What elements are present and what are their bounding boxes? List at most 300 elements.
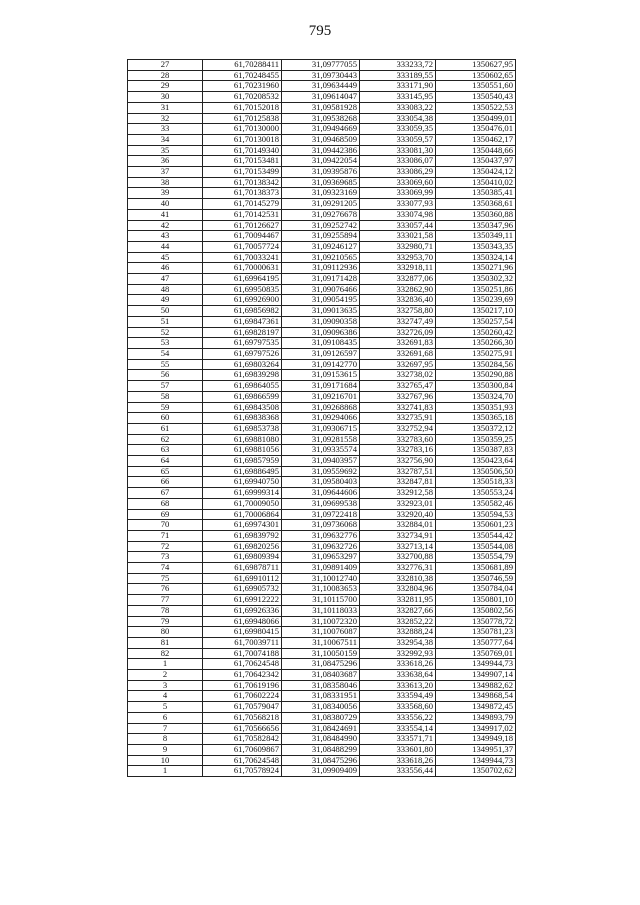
y-coordinate-cell: 1350781,23	[436, 627, 516, 638]
latitude-cell: 61,69980415	[203, 627, 282, 638]
y-coordinate-cell: 1350257,54	[436, 316, 516, 327]
y-coordinate-cell: 1350423,64	[436, 456, 516, 467]
latitude-cell: 61,70000631	[203, 263, 282, 274]
table-row	[128, 745, 516, 756]
y-coordinate-cell: 1350522,53	[436, 102, 516, 113]
x-coordinate-cell: 332836,40	[360, 295, 436, 306]
point-number-cell: 73	[128, 552, 203, 563]
x-coordinate-cell: 333233,72	[360, 60, 436, 71]
x-coordinate-cell: 333554,14	[360, 723, 436, 734]
table-row	[128, 498, 516, 509]
x-coordinate-cell: 333059,35	[360, 124, 436, 135]
y-coordinate-cell: 1350359,25	[436, 434, 516, 445]
x-coordinate-cell: 333086,07	[360, 156, 436, 167]
point-number-cell: 46	[128, 263, 203, 274]
x-coordinate-cell: 333171,90	[360, 81, 436, 92]
x-coordinate-cell: 333086,29	[360, 167, 436, 178]
longitude-cell: 31,09632776	[282, 530, 360, 541]
y-coordinate-cell: 1350601,23	[436, 520, 516, 531]
point-number-cell: 54	[128, 348, 203, 359]
latitude-cell: 61,70566656	[203, 723, 282, 734]
latitude-cell: 61,70006864	[203, 509, 282, 520]
longitude-cell: 31,09559692	[282, 466, 360, 477]
longitude-cell: 31,09730443	[282, 70, 360, 81]
x-coordinate-cell: 333556,22	[360, 712, 436, 723]
longitude-cell: 31,09891409	[282, 563, 360, 574]
table-row	[128, 70, 516, 81]
latitude-cell: 61,70142531	[203, 209, 282, 220]
latitude-cell: 61,70126627	[203, 220, 282, 231]
point-number-cell: 80	[128, 627, 203, 638]
table-row	[128, 530, 516, 541]
y-coordinate-cell: 1350324,14	[436, 252, 516, 263]
point-number-cell: 62	[128, 434, 203, 445]
table-row	[128, 755, 516, 766]
y-coordinate-cell: 1350551,60	[436, 81, 516, 92]
table-row	[128, 188, 516, 199]
latitude-cell: 61,69839792	[203, 530, 282, 541]
point-number-cell: 60	[128, 413, 203, 424]
y-coordinate-cell: 1350300,84	[436, 381, 516, 392]
latitude-cell: 61,70582842	[203, 734, 282, 745]
y-coordinate-cell: 1349872,45	[436, 702, 516, 713]
y-coordinate-cell: 1350553,24	[436, 488, 516, 499]
latitude-cell: 61,70138373	[203, 188, 282, 199]
latitude-cell: 61,70624548	[203, 659, 282, 670]
longitude-cell: 31,09294066	[282, 413, 360, 424]
longitude-cell: 31,09013635	[282, 306, 360, 317]
table-row	[128, 274, 516, 285]
table-row	[128, 413, 516, 424]
x-coordinate-cell: 332923,01	[360, 498, 436, 509]
point-number-cell: 72	[128, 541, 203, 552]
x-coordinate-cell: 332713,14	[360, 541, 436, 552]
point-number-cell: 77	[128, 595, 203, 606]
longitude-cell: 31,08403687	[282, 670, 360, 681]
point-number-cell: 2	[128, 670, 203, 681]
coordinates-table	[127, 59, 516, 777]
y-coordinate-cell: 1349951,37	[436, 745, 516, 756]
x-coordinate-cell: 332852,22	[360, 616, 436, 627]
table-row	[128, 509, 516, 520]
table-row	[128, 92, 516, 103]
x-coordinate-cell: 332726,09	[360, 327, 436, 338]
y-coordinate-cell: 1350777,64	[436, 637, 516, 648]
point-number-cell: 44	[128, 241, 203, 252]
longitude-cell: 31,09722418	[282, 509, 360, 520]
longitude-cell: 31,08424691	[282, 723, 360, 734]
latitude-cell: 61,70138342	[203, 177, 282, 188]
point-number-cell: 30	[128, 92, 203, 103]
point-number-cell: 39	[128, 188, 203, 199]
longitude-cell: 31,10118033	[282, 605, 360, 616]
coordinates-table-body	[128, 60, 516, 777]
longitude-cell: 31,09246127	[282, 241, 360, 252]
point-number-cell: 66	[128, 477, 203, 488]
y-coordinate-cell: 1350544,08	[436, 541, 516, 552]
longitude-cell: 31,10083653	[282, 584, 360, 595]
x-coordinate-cell: 333618,26	[360, 659, 436, 670]
latitude-cell: 61,70642342	[203, 670, 282, 681]
table-row	[128, 316, 516, 327]
y-coordinate-cell: 1350217,10	[436, 306, 516, 317]
x-coordinate-cell: 332862,90	[360, 284, 436, 295]
y-coordinate-cell: 1349868,54	[436, 691, 516, 702]
longitude-cell: 31,08380729	[282, 712, 360, 723]
point-number-cell: 78	[128, 605, 203, 616]
table-row	[128, 177, 516, 188]
table-row	[128, 124, 516, 135]
longitude-cell: 31,09171428	[282, 274, 360, 285]
longitude-cell: 31,09096386	[282, 327, 360, 338]
x-coordinate-cell: 333069,60	[360, 177, 436, 188]
x-coordinate-cell: 333601,80	[360, 745, 436, 756]
latitude-cell: 61,70152018	[203, 102, 282, 113]
table-row	[128, 263, 516, 274]
y-coordinate-cell: 1350284,56	[436, 359, 516, 370]
point-number-cell: 63	[128, 445, 203, 456]
y-coordinate-cell: 1350540,43	[436, 92, 516, 103]
x-coordinate-cell: 333189,55	[360, 70, 436, 81]
longitude-cell: 31,08358046	[282, 680, 360, 691]
x-coordinate-cell: 332888,24	[360, 627, 436, 638]
longitude-cell: 31,09581928	[282, 102, 360, 113]
y-coordinate-cell: 1350290,88	[436, 370, 516, 381]
point-number-cell: 48	[128, 284, 203, 295]
y-coordinate-cell: 1350387,83	[436, 445, 516, 456]
y-coordinate-cell: 1349949,18	[436, 734, 516, 745]
table-row	[128, 167, 516, 178]
latitude-cell: 61,70153481	[203, 156, 282, 167]
table-row	[128, 541, 516, 552]
table-row	[128, 348, 516, 359]
x-coordinate-cell: 332810,38	[360, 573, 436, 584]
point-number-cell: 79	[128, 616, 203, 627]
point-number-cell: 42	[128, 220, 203, 231]
x-coordinate-cell: 333077,93	[360, 199, 436, 210]
longitude-cell: 31,09252742	[282, 220, 360, 231]
x-coordinate-cell: 333081,30	[360, 145, 436, 156]
point-number-cell: 1	[128, 766, 203, 777]
x-coordinate-cell: 332953,70	[360, 252, 436, 263]
x-coordinate-cell: 332783,60	[360, 434, 436, 445]
longitude-cell: 31,10012740	[282, 573, 360, 584]
x-coordinate-cell: 333556,44	[360, 766, 436, 777]
table-row	[128, 391, 516, 402]
latitude-cell: 61,69828197	[203, 327, 282, 338]
y-coordinate-cell: 1349882,62	[436, 680, 516, 691]
x-coordinate-cell: 332767,96	[360, 391, 436, 402]
y-coordinate-cell: 1350410,02	[436, 177, 516, 188]
latitude-cell: 61,69853738	[203, 423, 282, 434]
point-number-cell: 40	[128, 199, 203, 210]
longitude-cell: 31,09736068	[282, 520, 360, 531]
longitude-cell: 31,09306715	[282, 423, 360, 434]
table-row	[128, 680, 516, 691]
point-number-cell: 57	[128, 381, 203, 392]
table-row	[128, 134, 516, 145]
longitude-cell: 31,08331951	[282, 691, 360, 702]
y-coordinate-cell: 1349893,79	[436, 712, 516, 723]
x-coordinate-cell: 333083,22	[360, 102, 436, 113]
table-row	[128, 670, 516, 681]
latitude-cell: 61,70619196	[203, 680, 282, 691]
table-row	[128, 295, 516, 306]
x-coordinate-cell: 333054,38	[360, 113, 436, 124]
longitude-cell: 31,09268868	[282, 402, 360, 413]
longitude-cell: 31,09323169	[282, 188, 360, 199]
x-coordinate-cell: 333059,57	[360, 134, 436, 145]
point-number-cell: 64	[128, 456, 203, 467]
table-row	[128, 241, 516, 252]
longitude-cell: 31,09054195	[282, 295, 360, 306]
point-number-cell: 27	[128, 60, 203, 71]
x-coordinate-cell: 333057,44	[360, 220, 436, 231]
point-number-cell: 49	[128, 295, 203, 306]
x-coordinate-cell: 332920,40	[360, 509, 436, 520]
latitude-cell: 61,69950835	[203, 284, 282, 295]
point-number-cell: 56	[128, 370, 203, 381]
x-coordinate-cell: 332912,58	[360, 488, 436, 499]
table-row	[128, 434, 516, 445]
longitude-cell: 31,08475296	[282, 659, 360, 670]
latitude-cell: 61,69878711	[203, 563, 282, 574]
latitude-cell: 61,70578924	[203, 766, 282, 777]
latitude-cell: 61,69847361	[203, 316, 282, 327]
y-coordinate-cell: 1350746,59	[436, 573, 516, 584]
x-coordinate-cell: 332811,95	[360, 595, 436, 606]
latitude-cell: 61,70149340	[203, 145, 282, 156]
y-coordinate-cell: 1350476,01	[436, 124, 516, 135]
point-number-cell: 70	[128, 520, 203, 531]
latitude-cell: 61,69964195	[203, 274, 282, 285]
point-number-cell: 71	[128, 530, 203, 541]
x-coordinate-cell: 332992,93	[360, 648, 436, 659]
y-coordinate-cell: 1350702,62	[436, 766, 516, 777]
table-row	[128, 156, 516, 167]
table-row	[128, 252, 516, 263]
x-coordinate-cell: 333568,60	[360, 702, 436, 713]
longitude-cell: 31,10076087	[282, 627, 360, 638]
y-coordinate-cell: 1350360,88	[436, 209, 516, 220]
table-row	[128, 423, 516, 434]
y-coordinate-cell: 1350499,01	[436, 113, 516, 124]
longitude-cell: 31,09442386	[282, 145, 360, 156]
latitude-cell: 61,70579047	[203, 702, 282, 713]
table-row	[128, 605, 516, 616]
point-number-cell: 5	[128, 702, 203, 713]
latitude-cell: 61,69809394	[203, 552, 282, 563]
longitude-cell: 31,09614047	[282, 92, 360, 103]
x-coordinate-cell: 332697,95	[360, 359, 436, 370]
longitude-cell: 31,09108435	[282, 338, 360, 349]
y-coordinate-cell: 1350365,18	[436, 413, 516, 424]
point-number-cell: 41	[128, 209, 203, 220]
table-row	[128, 584, 516, 595]
y-coordinate-cell: 1350239,69	[436, 295, 516, 306]
latitude-cell: 61,69857959	[203, 456, 282, 467]
point-number-cell: 50	[128, 306, 203, 317]
y-coordinate-cell: 1350801,10	[436, 595, 516, 606]
x-coordinate-cell: 333571,71	[360, 734, 436, 745]
y-coordinate-cell: 1350424,12	[436, 167, 516, 178]
latitude-cell: 61,70568218	[203, 712, 282, 723]
latitude-cell: 61,69866599	[203, 391, 282, 402]
point-number-cell: 7	[128, 723, 203, 734]
table-row	[128, 456, 516, 467]
longitude-cell: 31,08340056	[282, 702, 360, 713]
table-row	[128, 81, 516, 92]
x-coordinate-cell: 332980,71	[360, 241, 436, 252]
table-row	[128, 327, 516, 338]
table-row	[128, 306, 516, 317]
latitude-cell: 61,70145279	[203, 199, 282, 210]
longitude-cell: 31,09468509	[282, 134, 360, 145]
x-coordinate-cell: 332877,06	[360, 274, 436, 285]
y-coordinate-cell: 1350251,86	[436, 284, 516, 295]
y-coordinate-cell: 1350554,79	[436, 552, 516, 563]
point-number-cell: 82	[128, 648, 203, 659]
y-coordinate-cell: 1350518,33	[436, 477, 516, 488]
latitude-cell: 61,70288411	[203, 60, 282, 71]
longitude-cell: 31,09580403	[282, 477, 360, 488]
latitude-cell: 61,69910112	[203, 573, 282, 584]
x-coordinate-cell: 333069,99	[360, 188, 436, 199]
longitude-cell: 31,09494669	[282, 124, 360, 135]
latitude-cell: 61,69797526	[203, 348, 282, 359]
latitude-cell: 61,69839298	[203, 370, 282, 381]
longitude-cell: 31,08475296	[282, 755, 360, 766]
table-row	[128, 595, 516, 606]
y-coordinate-cell: 1350681,89	[436, 563, 516, 574]
latitude-cell: 61,69838368	[203, 413, 282, 424]
table-row	[128, 616, 516, 627]
x-coordinate-cell: 332756,90	[360, 456, 436, 467]
longitude-cell: 31,09291205	[282, 199, 360, 210]
longitude-cell: 31,10072320	[282, 616, 360, 627]
longitude-cell: 31,09634449	[282, 81, 360, 92]
latitude-cell: 61,70125838	[203, 113, 282, 124]
longitude-cell: 31,09632726	[282, 541, 360, 552]
y-coordinate-cell: 1350343,35	[436, 241, 516, 252]
latitude-cell: 61,70609867	[203, 745, 282, 756]
latitude-cell: 61,69926900	[203, 295, 282, 306]
table-row	[128, 102, 516, 113]
y-coordinate-cell: 1350627,95	[436, 60, 516, 71]
longitude-cell: 31,09255894	[282, 231, 360, 242]
longitude-cell: 31,09653297	[282, 552, 360, 563]
latitude-cell: 61,70153499	[203, 167, 282, 178]
y-coordinate-cell: 1350368,61	[436, 199, 516, 210]
longitude-cell: 31,09422054	[282, 156, 360, 167]
latitude-cell: 61,70009050	[203, 498, 282, 509]
latitude-cell: 61,69881056	[203, 445, 282, 456]
x-coordinate-cell: 332847,81	[360, 477, 436, 488]
point-number-cell: 68	[128, 498, 203, 509]
table-row	[128, 723, 516, 734]
longitude-cell: 31,09395876	[282, 167, 360, 178]
point-number-cell: 75	[128, 573, 203, 584]
table-row	[128, 691, 516, 702]
x-coordinate-cell: 332765,47	[360, 381, 436, 392]
latitude-cell: 61,69912222	[203, 595, 282, 606]
longitude-cell: 31,09076466	[282, 284, 360, 295]
point-number-cell: 38	[128, 177, 203, 188]
x-coordinate-cell: 333613,20	[360, 680, 436, 691]
x-coordinate-cell: 332738,02	[360, 370, 436, 381]
y-coordinate-cell: 1350349,11	[436, 231, 516, 242]
table-row	[128, 520, 516, 531]
table-row	[128, 60, 516, 71]
point-number-cell: 1	[128, 659, 203, 670]
latitude-cell: 61,69803264	[203, 359, 282, 370]
latitude-cell: 61,69864055	[203, 381, 282, 392]
point-number-cell: 37	[128, 167, 203, 178]
point-number-cell: 33	[128, 124, 203, 135]
y-coordinate-cell: 1350302,32	[436, 274, 516, 285]
x-coordinate-cell: 333638,64	[360, 670, 436, 681]
table-row	[128, 209, 516, 220]
y-coordinate-cell: 1350448,66	[436, 145, 516, 156]
longitude-cell: 31,08484990	[282, 734, 360, 745]
y-coordinate-cell: 1350351,93	[436, 402, 516, 413]
longitude-cell: 31,09142770	[282, 359, 360, 370]
longitude-cell: 31,09126597	[282, 348, 360, 359]
x-coordinate-cell: 332827,66	[360, 605, 436, 616]
latitude-cell: 61,69797535	[203, 338, 282, 349]
latitude-cell: 61,69843508	[203, 402, 282, 413]
latitude-cell: 61,69905732	[203, 584, 282, 595]
latitude-cell: 61,69999314	[203, 488, 282, 499]
x-coordinate-cell: 332691,83	[360, 338, 436, 349]
latitude-cell: 61,69948066	[203, 616, 282, 627]
y-coordinate-cell: 1350594,53	[436, 509, 516, 520]
y-coordinate-cell: 1350506,50	[436, 466, 516, 477]
table-row	[128, 702, 516, 713]
table-row	[128, 573, 516, 584]
longitude-cell: 31,10115700	[282, 595, 360, 606]
table-row	[128, 145, 516, 156]
point-number-cell: 43	[128, 231, 203, 242]
table-row	[128, 734, 516, 745]
point-number-cell: 3	[128, 680, 203, 691]
point-number-cell: 32	[128, 113, 203, 124]
x-coordinate-cell: 332735,91	[360, 413, 436, 424]
table-row	[128, 552, 516, 563]
latitude-cell: 61,70094467	[203, 231, 282, 242]
longitude-cell: 31,10050159	[282, 648, 360, 659]
longitude-cell: 31,08488299	[282, 745, 360, 756]
page-number: 795	[308, 23, 332, 39]
point-number-cell: 6	[128, 712, 203, 723]
x-coordinate-cell: 332734,91	[360, 530, 436, 541]
y-coordinate-cell: 1350266,30	[436, 338, 516, 349]
x-coordinate-cell: 333594,49	[360, 691, 436, 702]
latitude-cell: 61,70057724	[203, 241, 282, 252]
point-number-cell: 47	[128, 274, 203, 285]
latitude-cell: 61,70624548	[203, 755, 282, 766]
point-number-cell: 53	[128, 338, 203, 349]
point-number-cell: 51	[128, 316, 203, 327]
table-row	[128, 231, 516, 242]
longitude-cell: 31,09171684	[282, 381, 360, 392]
y-coordinate-cell: 1350347,96	[436, 220, 516, 231]
table-row	[128, 659, 516, 670]
y-coordinate-cell: 1349907,14	[436, 670, 516, 681]
point-number-cell: 9	[128, 745, 203, 756]
y-coordinate-cell: 1350372,12	[436, 423, 516, 434]
longitude-cell: 31,09276678	[282, 209, 360, 220]
